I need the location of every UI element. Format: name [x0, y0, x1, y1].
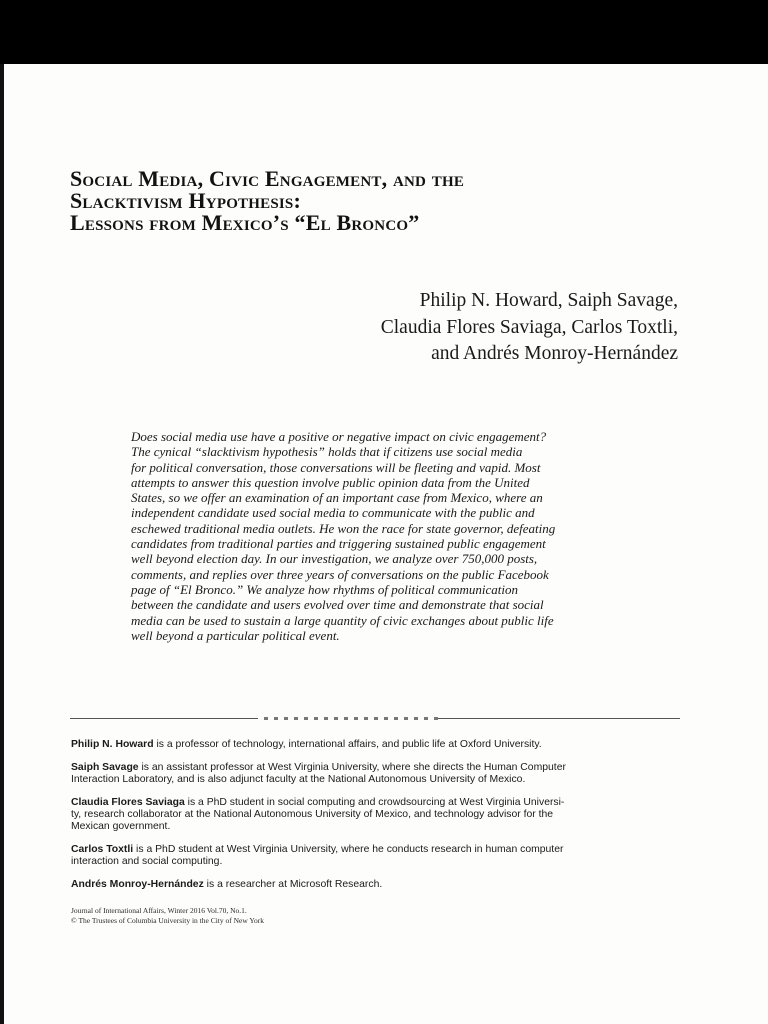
abstract-line: States, so we offer an examination of an important case from Mexico, where an	[131, 490, 543, 506]
bio-flores-saviaga	[71, 797, 691, 833]
bio-monroy-hernandez	[71, 879, 691, 891]
bio-text: is a researcher at Microsoft Research.	[203, 879, 383, 890]
paper-page	[0, 64, 768, 1024]
abstract-line: media can be used to sustain a large quantity of civic exchanges about public life	[131, 612, 554, 628]
abstract-line: independent candidate used social media to communicate with the public and	[131, 505, 535, 521]
bio-text: is a PhD student in social computing and crowdsourcing at West Virginia Universi-	[184, 797, 565, 808]
bio-howard	[71, 739, 691, 751]
bio-text: is a professor of technology, international affairs, and public life at Oxford University.	[153, 739, 542, 750]
bio-text: interaction and social computing.	[71, 856, 223, 867]
abstract-line: between the candidate and users evolved over time and demonstrate that social	[131, 597, 544, 613]
abstract-line: candidates from traditional parties and triggering sustained public engagement	[131, 536, 546, 552]
abstract-line: Does social media use have a positive or negative impact on civic engagement?	[131, 429, 547, 444]
divider-scan-artifact	[258, 717, 438, 720]
bio-text: Mexican government.	[71, 821, 171, 832]
author-list	[198, 288, 678, 368]
author-line: and Andrés Monroy-Hernández	[431, 343, 678, 364]
journal-citation: Journal of International Affairs, Winter 2016 Vol.70, No.1.	[71, 906, 247, 915]
bio-text: is a PhD student at West Virginia University, where he conducts research in human computer	[133, 844, 564, 855]
abstract-line: page of “El Bronco.” We analyze how rhythms of political communication	[131, 581, 518, 597]
abstract	[131, 429, 631, 643]
author-line: Philip N. Howard, Saiph Savage,	[419, 290, 678, 311]
abstract-line: eschewed traditional media outlets. He won the race for state governor, defeating	[131, 520, 556, 536]
title-line: Social Media, Civic Engagement, and the	[70, 166, 465, 191]
bio-name: Carlos Toxtli	[71, 844, 134, 855]
title-line: Lessons from Mexico’s “El Bronco”	[70, 210, 420, 235]
bio-toxtli	[71, 844, 691, 868]
bio-text: is an assistant professor at West Virginia University, where she directs the Human Computer	[138, 762, 566, 773]
abstract-line: comments, and replies over three years of conversations on the public Facebook	[131, 566, 549, 582]
title-line: Slacktivism Hypothesis:	[70, 188, 301, 213]
journal-footer	[71, 906, 471, 925]
bio-name: Claudia Flores Saviaga	[71, 797, 185, 808]
abstract-line: attempts to answer this question involve public opinion data from the United	[131, 474, 530, 490]
article-title	[70, 168, 710, 234]
author-line: Claudia Flores Saviaga, Carlos Toxtli,	[380, 316, 678, 338]
abstract-line: for political conversation, those conversations will be fleeting and vapid. Most	[131, 459, 541, 475]
copyright-notice: © The Trustees of Columbia University in the City of New York	[71, 915, 265, 925]
abstract-line: well beyond election day. In our investigation, we analyze over 750,000 posts,	[131, 551, 538, 567]
bio-name: Saiph Savage	[71, 762, 139, 773]
bio-savage	[71, 762, 691, 786]
page-edge	[0, 64, 4, 1024]
author-bios	[71, 739, 691, 902]
bio-name: Philip N. Howard	[71, 739, 154, 750]
bio-name: Andrés Monroy-Hernández	[71, 879, 204, 890]
bio-text: ty, research collaborator at the National Autonomous University of Mexico, and technology advisor for the	[71, 809, 554, 820]
abstract-line: well beyond a particular political event.	[131, 627, 340, 643]
bio-text: Interaction Laboratory, and is also adjunct faculty at the National Autonomous University of Mexico.	[71, 774, 526, 785]
abstract-line: The cynical “slacktivism hypothesis” holds that if citizens use social media	[131, 444, 523, 460]
